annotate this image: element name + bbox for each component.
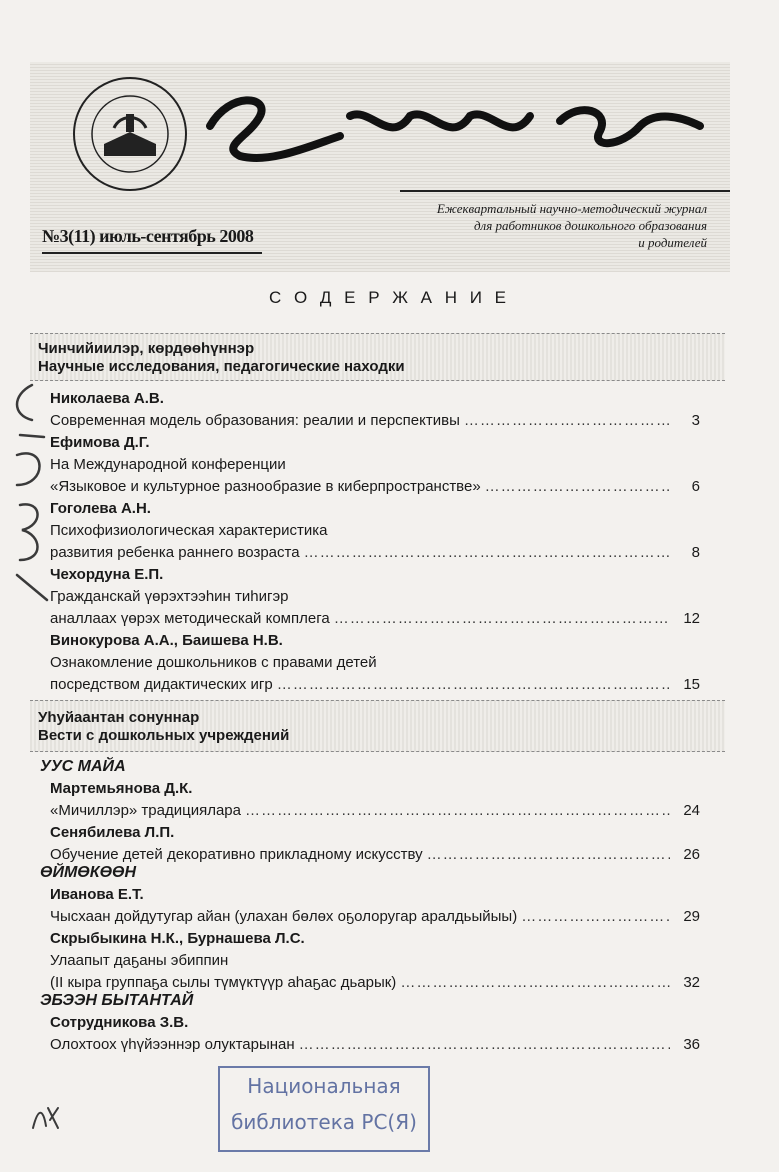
page-number: 8 (691, 544, 700, 561)
section-header-research (30, 333, 725, 381)
leader-dots (330, 608, 670, 630)
stamp-line: библиотека РС(Я) (231, 1110, 417, 1134)
toc-author: Гоголева А.Н. (50, 500, 151, 517)
contents-title: С О Д Е Р Ж А Н И Е (268, 288, 511, 307)
page-number: 12 (683, 610, 700, 627)
leader-dots (460, 410, 670, 432)
toc-title: На Международной конференции (50, 456, 286, 473)
handwritten-inventory-number (2, 375, 62, 610)
toc-author: Сотрудникова З.В. (50, 1014, 189, 1031)
toc-title: Гражданскай үөрэхтээһин тиһигэр (50, 588, 289, 605)
stamp-line: Национальная (247, 1074, 401, 1098)
desc-line: и родителей (638, 235, 707, 250)
toc-entry[interactable] (50, 800, 700, 822)
toc-title: аналлаах үөрэх методическай комплега (50, 610, 330, 627)
desc-line: Ежеквартальный научно-методический журнал (436, 201, 707, 216)
toc-entry[interactable] (50, 674, 700, 696)
toc-entry[interactable] (50, 972, 700, 994)
journal-description (367, 200, 707, 251)
toc-title: (II кыра группаҕа сылы түмүктүүр аһаҕас дьарык) (50, 974, 397, 991)
page-number: 6 (691, 478, 700, 495)
toc-author: Чехордуна Е.П. (50, 566, 164, 583)
toc-entry[interactable] (50, 844, 700, 866)
toc-title: Олохтоох үһүйээннэр олуктарынан (50, 1036, 295, 1053)
toc-title: «Мичиллэр» традициялара (50, 802, 241, 819)
toc-author: Скрыбыкина Н.К., Бурнашева Л.С. (50, 930, 305, 947)
institute-seal (70, 74, 190, 194)
city-heading: ЭБЭЭН БЫТАНТАЙ (40, 992, 194, 1009)
toc-entry[interactable] (50, 542, 700, 564)
section-title-yakut: Уһуйаантан сонуннар (38, 709, 200, 726)
leader-dots (241, 800, 670, 822)
toc-author: Винокурова А.А., Баишева Н.В. (50, 632, 283, 649)
toc-title: Психофизиологическая характеристика (50, 522, 328, 539)
toc-title: развития ребенка раннего возраста (50, 544, 300, 561)
journal-logo (200, 86, 710, 166)
leader-dots (423, 844, 670, 866)
toc-entry[interactable] (50, 410, 700, 432)
city-heading: УУС МАЙА (40, 758, 126, 775)
toc-title: Обучение детей декоративно прикладному искусству (50, 846, 423, 863)
toc-title: Улаапыт даҕаны эбиппин (50, 952, 229, 969)
toc-author: Николаева А.В. (50, 390, 164, 407)
desc-line: для работников дошкольного образования (473, 218, 707, 233)
leader-dots (517, 906, 670, 928)
page-number: 29 (683, 908, 700, 925)
section-title-russian: Вести с дошкольных учреждений (38, 727, 290, 744)
toc-title: «Языковое и культурное разнообразие в киберпространстве» (50, 478, 481, 495)
toc-author: Сенябилева Л.П. (50, 824, 175, 841)
issue-rule (42, 252, 262, 254)
toc-entry[interactable] (50, 1034, 700, 1056)
library-stamp (218, 1066, 430, 1152)
toc-title: Ознакомление дошкольников с правами детей (50, 654, 377, 671)
handwritten-mark (28, 1098, 68, 1138)
toc-news-1 (50, 778, 700, 868)
leader-dots (396, 972, 670, 994)
toc-author: Ефимова Д.Г. (50, 434, 150, 451)
toc-news-2 (50, 884, 700, 996)
leader-dots (481, 476, 670, 498)
toc-news-3 (50, 1012, 700, 1058)
section-title-yakut: Чинчийиилэр, көрдөөһүннэр (38, 340, 255, 357)
section-header-news (30, 700, 725, 752)
toc-title: посредством дидактических игр (50, 676, 273, 693)
page-number: 26 (683, 846, 700, 863)
page-number: 3 (691, 412, 700, 429)
page-number: 15 (683, 676, 700, 693)
toc-author: Мартемьянова Д.К. (50, 780, 193, 797)
leader-dots (273, 674, 670, 696)
toc-title: Чысхаан дойдутугар айан (улахан бөлөх оҕолоругар аралдьыйыы) (50, 908, 518, 925)
page-number: 32 (683, 974, 700, 991)
leader-dots (295, 1034, 670, 1056)
issue-number: №3(11) июль-сентябрь 2008 (42, 226, 254, 246)
page-number: 36 (683, 1036, 700, 1053)
header-rule (400, 190, 730, 192)
toc-entry[interactable] (50, 476, 700, 498)
toc-title: Современная модель образования: реалии и перспективы (50, 412, 460, 429)
toc-entry[interactable] (50, 906, 700, 928)
toc-research (50, 388, 700, 693)
leader-dots (300, 542, 670, 564)
city-heading: ӨЙМӨКӨӨН (40, 864, 137, 881)
toc-author: Иванова Е.Т. (50, 886, 144, 903)
page-number: 24 (683, 802, 700, 819)
section-title-russian: Научные исследования, педагогические находки (38, 358, 405, 375)
toc-entry[interactable] (50, 608, 700, 630)
